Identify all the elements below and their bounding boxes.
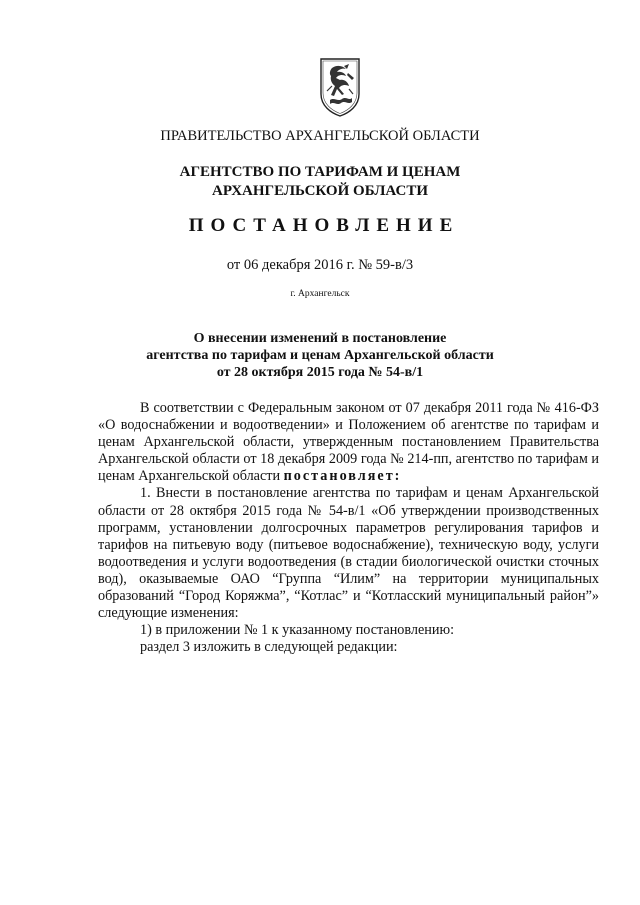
body-paragraph-subitem1: 1) в приложении № 1 к указанному постановлению: (140, 622, 455, 639)
subject-line2: агентства по тарифам и ценам Архангельской области (146, 348, 494, 363)
body-paragraph-preamble (98, 400, 599, 485)
government-title: ПРАВИТЕЛЬСТВО АРХАНГЕЛЬСКОЙ ОБЛАСТИ (160, 128, 480, 144)
coat-of-arms-icon (318, 56, 362, 118)
body-paragraph-section3: раздел 3 изложить в следующей редакции: (140, 639, 398, 656)
preamble-text: В соответствии с Федеральным законом от 07 декабря 2011 года № 416-ФЗ «О водоснабжении и водоотведении» и Положением об агентстве по тарифам и ценам Архангельской области, утвержденным постановлением Правительства Архангельской области от 18 декабря 2009 года № 214-пп, агентство по тарифам и ценам Архангельской области (98, 400, 599, 485)
agency-title-line2: АРХАНГЕЛЬСКОЙ ОБЛАСТИ (212, 183, 428, 199)
document-subject (0, 330, 640, 381)
document-type: ПОСТАНОВЛЕНИЕ (188, 215, 460, 236)
subject-line3: от 28 октября 2015 года № 54-в/1 (216, 365, 424, 380)
subject-line1: О внесении изменений в постановление (193, 331, 447, 346)
document-date-number: от 06 декабря 2016 г. № 59-в/3 (226, 257, 414, 273)
body-paragraph-item1: 1. Внести в постановление агентства по тарифам и ценам Архангельской области от 28 октября 2015 года № 54-в/1 «Об утверждении производственных программ, установлении долгосрочных параметров регулирования тарифов и тарифов на питьевую воду (питьевое водоснабжение), техническую воду, услуги водоотведения и услуги водоотведения (в стадии биологической очистки сточных вод), оказываемые ОАО “Группа “Илим” на территории муниципальных образований “Город Коряжма”, “Котлас” и “Котласский муниципальный район”» следующие изменения: (98, 485, 599, 622)
agency-title (0, 163, 640, 201)
document-body (98, 400, 599, 656)
document-city: г. Архангельск (290, 289, 350, 299)
decree-word: постановляет: (283, 468, 402, 485)
agency-title-line1: АГЕНТСТВО ПО ТАРИФАМ И ЦЕНАМ (179, 164, 461, 180)
